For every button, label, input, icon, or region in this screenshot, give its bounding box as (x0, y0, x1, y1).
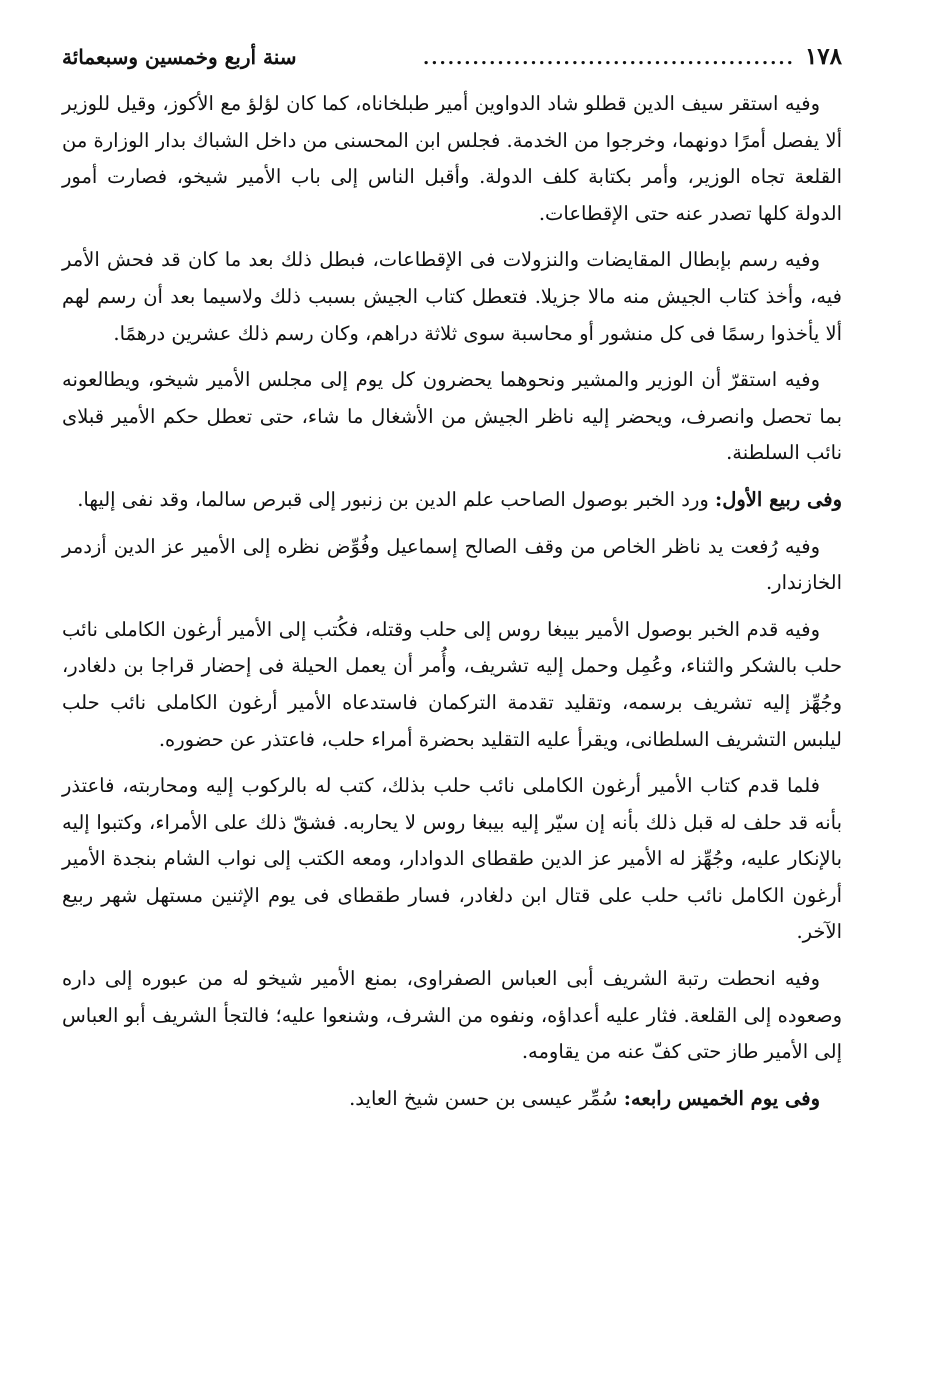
paragraph-4 (62, 482, 842, 519)
running-header (62, 38, 842, 76)
paragraph-text: سُمِّر عيسى بن حسن شيخ العايد. (349, 1086, 624, 1110)
paragraph-text: وفيه استقر سيف الدين قطلو شاد الدواوين أمير طبلخاناه، كما كان لؤلؤ مع الأكوز، وقيل للوزير ألا يفصل أمرًا دونهما، وخرجوا من الخدمة. فجلس ابن المحسنى من داخل الشباك بدار الوزارة من القلعة تجاه الوزير، وأمر بكتابة كلف الدولة. وأقبل الناس إلى باب الأمير شيخو، فصارت أمور الدولة كلها تصدر عنه حتى الإقطاعات. (62, 92, 842, 225)
header-leader-dots: ............................................. (422, 48, 795, 69)
book-page (62, 38, 842, 1338)
paragraph-5 (62, 529, 842, 602)
paragraph-8 (62, 961, 842, 1071)
paragraph-text: فلما قدم كتاب الأمير أرغون الكاملى نائب حلب بذلك، كتب له بالركوب إليه ومحاربته، فاعتذر بأنه قد حلف له قبل ذلك بأنه إن سيّر إليه بيبغا روس لا يحاربه. فشقّ ذلك على الأمراء، وكتبوا إليه بالإنكار عليه، وجُهِّز له الأمير عز الدين طقطاى الدوادار، ومعه الكتب إلى نواب الشام بنجدة الأمير أرغون الكامل نائب حلب على قتال ابن دلغادر، فسار طقطاى فى يوم الإثنين مستهل شهر ربيع الآخر. (62, 774, 842, 944)
paragraph-7 (62, 768, 842, 951)
paragraph-9 (62, 1081, 842, 1118)
paragraph-6 (62, 612, 842, 758)
paragraph-3 (62, 362, 842, 472)
paragraph-2 (62, 242, 842, 352)
paragraph-text: وفيه استقرّ أن الوزير والمشير ونحوهما يحضرون كل يوم إلى مجلس الأمير شيخو، ويطالعونه بما تحصل وانصرف، ويحضر إليه ناظر الجيش من الأشغال ما شاء، حتى تعطل حكم الأمير قبلاى نائب السلطنة. (62, 368, 842, 465)
running-title: سنة أربع وخمسين وسبعمائة (62, 45, 297, 69)
body-text (62, 86, 842, 1117)
paragraph-text: وفيه قدم الخبر بوصول الأمير بيبغا روس إلى حلب وقتله، فكُتب إلى الأمير أرغون الكاملى نائب حلب بالشكر والثناء، وعُمِل وحمل إليه تشريف، وأُمر أن يعمل الحيلة فى إحضار قراجا بن دلغادر، وجُهِّز إليه تشريف برسمه، وتقليد تقدمة التركمان فاستدعاه الأمير أرغون الكاملى نائب حلب ليلبس التشريف السلطانى، ويقرأ عليه التقليد بحضرة أمراء حلب، فاعتذر عن حضوره. (62, 617, 842, 751)
paragraph-text: وفيه انحطت رتبة الشريف أبى العباس الصفراوى، بمنع الأمير شيخو له من عبوره إلى داره وصعوده إلى القلعة. فثار عليه أعداؤه، ونفوه من الشرف، وشنعوا عليه؛ فالتجأ الشريف أبو العباس إلى الأمير طاز حتى كفّ عنه من يقاومه. (62, 967, 842, 1064)
paragraph-text: وفيه رسم بإبطال المقايضات والنزولات فى الإقطاعات، فبطل ذلك بعد ما كان قد فحش الأمر فيه، وأخذ كتاب الجيش منه مالا جزيلا. فتعطل كتاب الجيش بسبب ذلك ولاسيما بعد أن رسم لهم ألا يأخذوا رسمًا فى كل منشور أو محاسبة سوى ثلاثة دراهم، وكان رسم ذلك عشرين درهمًا. (62, 248, 842, 345)
paragraph-lead: وفى يوم الخميس رابعه: (623, 1086, 820, 1110)
page-number: ١٧٨ (804, 43, 842, 70)
paragraph-text: ورد الخبر بوصول الصاحب علم الدين بن زنبور إلى قبرص سالما، وقد نفى إليها. (77, 487, 715, 511)
paragraph-text: وفيه رُفعت يد ناظر الخاص من وقف الصالح إسماعيل وفُوِّض نظره إلى الأمير عز الدين أزدمر الخازندار. (62, 534, 842, 595)
paragraph-1 (62, 86, 842, 232)
paragraph-lead: وفى ربيع الأول: (715, 487, 842, 511)
